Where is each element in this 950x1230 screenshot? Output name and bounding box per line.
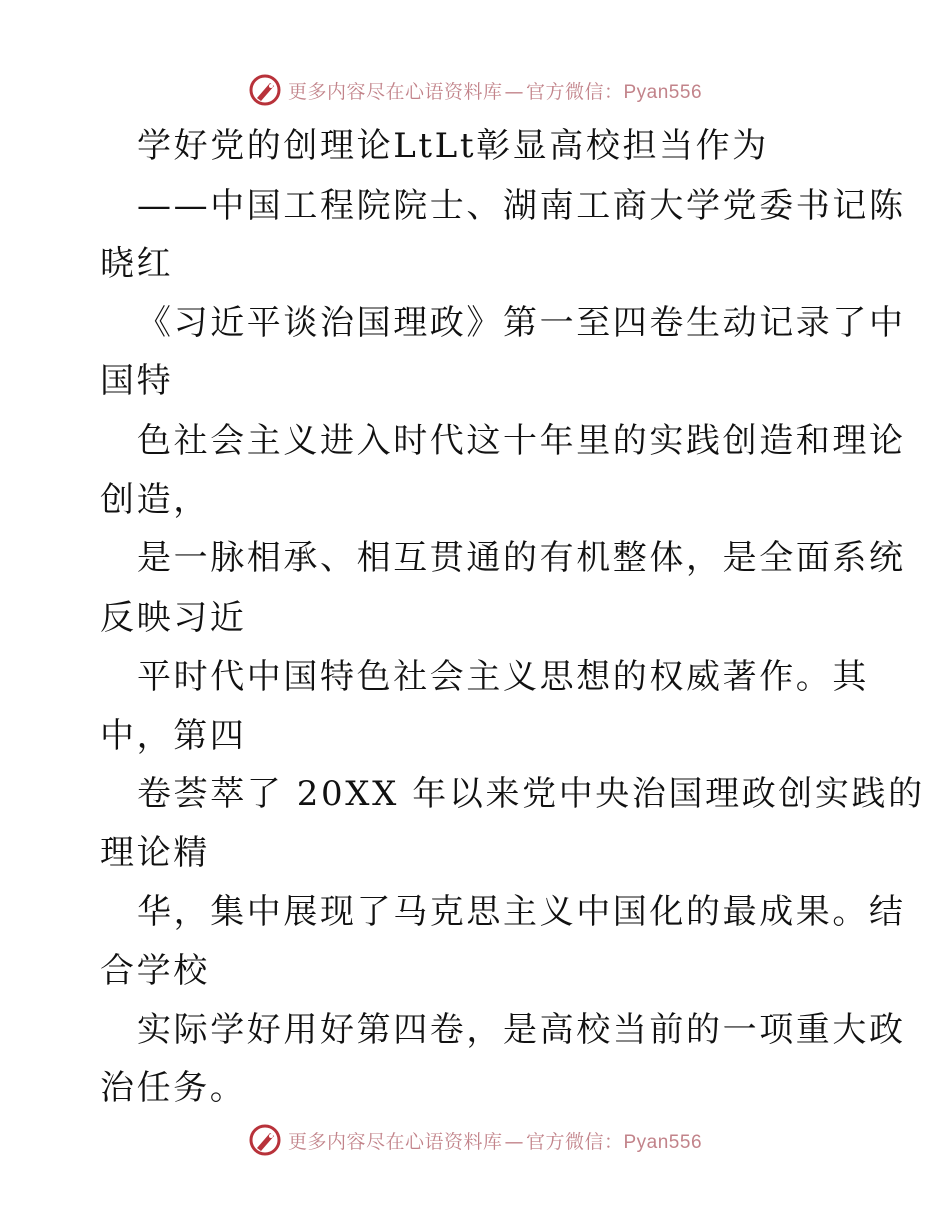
- footer-banner: [0, 1120, 950, 1160]
- paragraph-line: 华，集中展现了马克思主义中国化的最成果。结: [137, 892, 906, 932]
- paragraph-line: 《习近平谈治国理政》第一至四卷生动记录了中: [137, 303, 906, 343]
- paragraph-line: 理论精: [100, 833, 210, 873]
- paragraph-line: 色社会主义进入时代这十年里的实践创造和理论: [137, 421, 906, 461]
- header-dash: —: [504, 80, 524, 103]
- footer-account: Pyan556: [623, 1131, 703, 1153]
- paragraph-line: 治任务。: [100, 1068, 247, 1108]
- paragraph-line: 平时代中国特色社会主义思想的权威著作。其: [137, 657, 869, 697]
- paragraph-line: 创造，: [100, 480, 210, 520]
- pen-logo-icon: [248, 73, 282, 107]
- header-banner: [0, 70, 950, 110]
- footer-banner-inner: [248, 1123, 702, 1157]
- footer-brand-text: 更多内容尽在心语资料库: [287, 1130, 503, 1153]
- paragraph-line: 合学校: [100, 951, 210, 991]
- paragraph-line: 实际学好用好第四卷，是高校当前的一项重大政: [137, 1010, 906, 1050]
- document-subtitle-wrap: 晓红: [100, 244, 174, 284]
- footer-banner-text: [288, 1127, 702, 1154]
- document-title: 学好党的创理论LtLt彰显高校担当作为: [137, 126, 769, 166]
- document-subtitle: ——中国工程院院士、湖南工商大学党委书记陈: [137, 186, 906, 226]
- paragraph-line: 中，第四: [100, 716, 247, 756]
- footer-dash: —: [504, 1130, 524, 1153]
- paragraph-line: 卷荟萃了 20XX 年以来党中央治国理政创实践的: [137, 774, 925, 814]
- header-contact-label: 官方微信：: [525, 80, 624, 103]
- header-brand-text: 更多内容尽在心语资料库: [287, 80, 503, 103]
- header-banner-inner: [248, 73, 702, 107]
- paragraph-line: 国特: [100, 361, 174, 401]
- footer-contact-label: 官方微信：: [525, 1130, 624, 1153]
- paragraph-line: 反映习近: [100, 598, 247, 638]
- header-banner-text: [288, 77, 702, 104]
- header-account: Pyan556: [623, 81, 703, 103]
- paragraph-line: 是一脉相承、相互贯通的有机整体，是全面系统: [137, 538, 906, 578]
- pen-logo-icon: [248, 1123, 282, 1157]
